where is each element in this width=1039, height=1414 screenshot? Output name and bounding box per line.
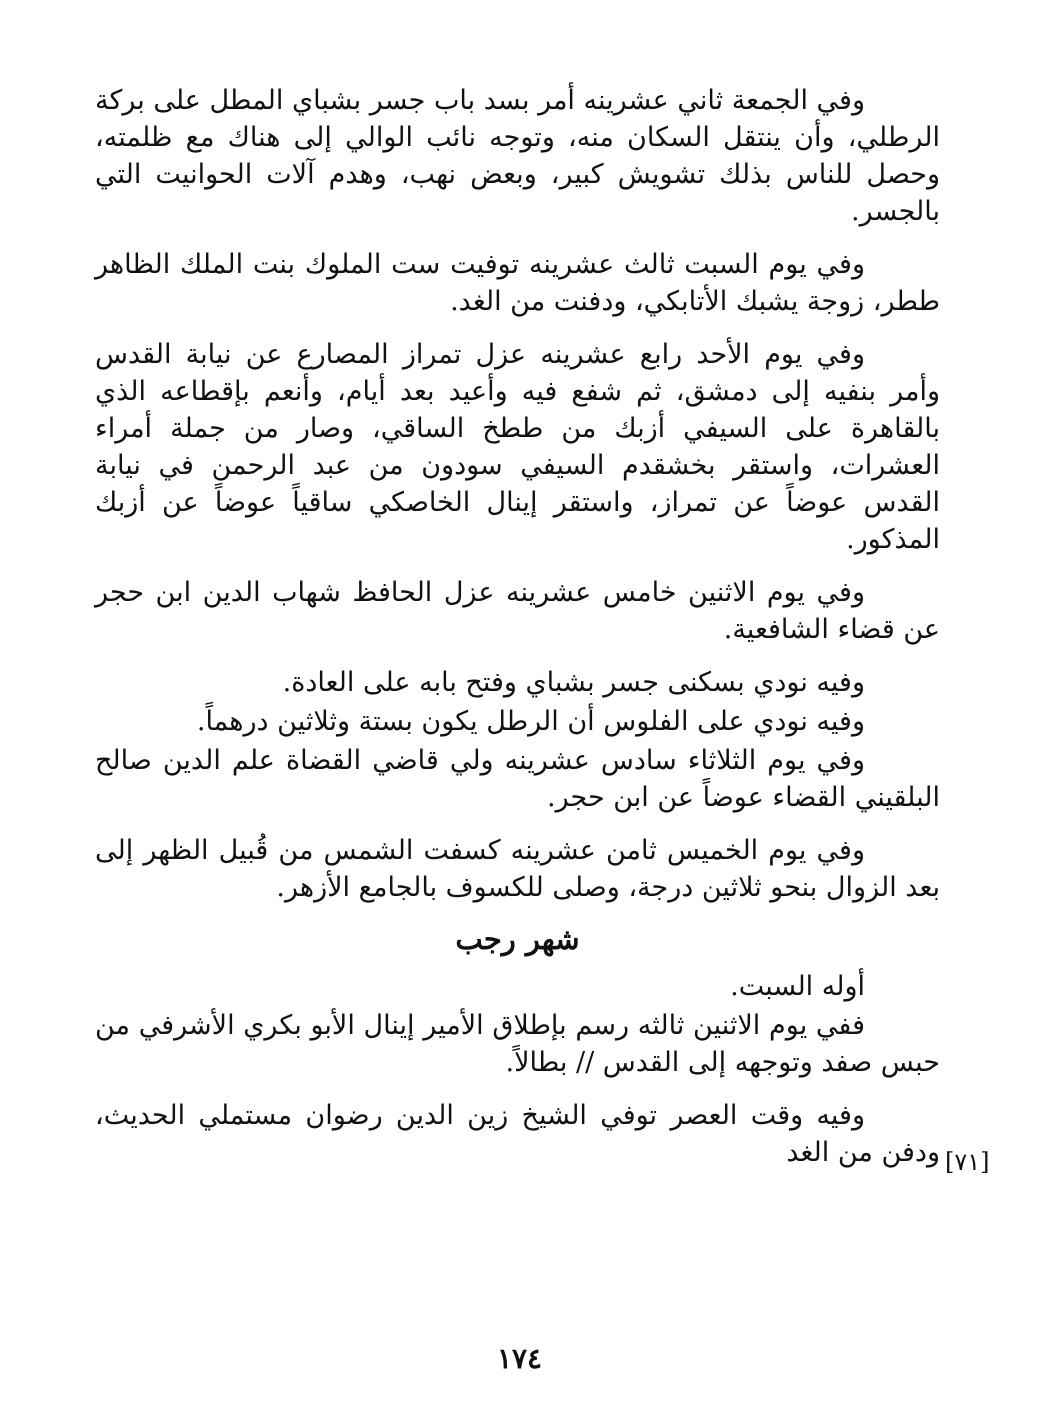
paragraph-7: وفي يوم الثلاثاء سادس عشرينه ولي قاضي القضاة علم الدين صالح البلقيني القضاء عوضاً عن ابن حجر. <box>95 745 940 813</box>
paragraph-4: وفي يوم الاثنين خامس عشرينه عزل الحافظ شهاب الدين ابن حجر عن قضاء الشافعية. <box>95 577 940 645</box>
paragraph-5: وفيه نودي بسكنى جسر بشباي وفتح بابه على العادة. <box>282 667 865 698</box>
paragraph-8: وفي يوم الخميس ثامن عشرينه كسفت الشمس من قُبيل الظهر إلى بعد الزوال بنحو ثلاثين درجة، وصلى للكسوف بالجامع الأزهر. <box>95 835 940 903</box>
margin-note: [٧١] <box>945 1148 990 1176</box>
section-heading: شهر رجب <box>455 922 580 956</box>
page-number: ١٧٤ <box>496 1342 543 1375</box>
paragraph-3: وفي يوم الأحد رابع عشرينه عزل تمراز المصارع عن نيابة القدس وأمر بنفيه إلى دمشق، ثم شفع فيه وأعيد بعد أيام، وأنعم بإقطاعه الذي بالقاهرة على السيفي أزبك من ططخ الساقي، وصار من جملة أمراء العشرات، واستقر بخشقدم السيفي سودون من عبد الرحمن في نيابة القدس عوضاً عن تمراز، واستقر إينال الخاصكي ساقياً عوضاً عن أزبك المذكور. <box>95 339 940 555</box>
main-text-block <box>95 82 940 1187</box>
paragraph-1: وفي الجمعة ثاني عشرينه أمر بسد باب جسر بشباي المطل على بركة الرطلي، وأن ينتقل السكان منه، وتوجه نائب الوالي إلى هناك مع ظلمته، وحصل للناس بذلك تشويش كبير، وبعض نهب، وهدم آلات الحوانيت التي بالجسر. <box>95 85 940 227</box>
paragraph-6: وفيه نودي على الفلوس أن الرطل يكون بستة وثلاثين درهماً. <box>196 706 865 737</box>
paragraph-9: أوله السبت. <box>730 971 865 1002</box>
paragraph-11: وفيه وقت العصر توفي الشيخ زين الدين رضوان مستملي الحديث، ودفن من الغد <box>95 1100 940 1168</box>
paragraph-2: وفي يوم السبت ثالث عشرينه توفيت ست الملوك بنت الملك الظاهر ططر، زوجة يشبك الأتابكي، ودفنت من الغد. <box>95 249 940 317</box>
paragraph-10: ففي يوم الاثنين ثالثه رسم بإطلاق الأمير إينال الأبو بكري الأشرفي من حبس صفد وتوجهه إلى القدس // بطالاً. <box>95 1010 940 1078</box>
